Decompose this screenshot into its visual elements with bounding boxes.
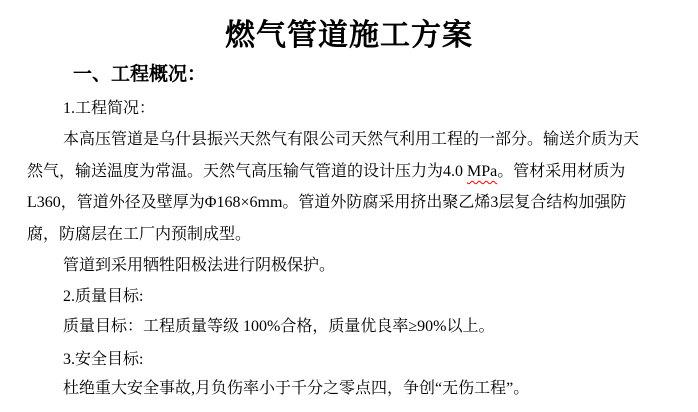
paragraph-line xyxy=(27,162,625,182)
section-heading-project-overview: 一、工程概况： xyxy=(73,64,207,85)
document-title: 燃气管道施工方案 xyxy=(225,19,473,52)
misspelled-word-mpa: MPa xyxy=(467,163,498,180)
subsection-heading-project-brief: 1.工程简况： xyxy=(63,100,156,117)
subsection-heading-safety-goal: 3.安全目标: xyxy=(63,351,144,368)
paragraph-text: 。管材采用材质为 xyxy=(497,163,626,180)
paragraph-line: 腐，防腐层在工厂内预制成型。 xyxy=(27,226,252,243)
subsection-heading-quality-goal: 2.质量目标: xyxy=(63,288,144,305)
paragraph-line: 管道到采用牺牲阳极法进行阴极保护。 xyxy=(63,257,336,274)
paragraph-line: 杜绝重大安全事故,月负伤率小于千分之零点四，争创“无伤工程”。 xyxy=(63,380,530,397)
paragraph-text: 然气，输送温度为常温。天然气高压输气管道的设计压力为4.0 xyxy=(27,163,468,180)
paragraph-line: 本高压管道是乌什县振兴天然气有限公司天然气利用工程的一部分。输送介质为天 xyxy=(63,131,640,148)
paragraph-line: L360，管道外径及壁厚为Φ168×6mm。管道外防腐采用挤出聚乙烯3层复合结构加强防 xyxy=(27,194,627,211)
paragraph-line: 质量目标：工程质量等级 100%合格，质量优良率≥90%以上。 xyxy=(63,318,495,335)
